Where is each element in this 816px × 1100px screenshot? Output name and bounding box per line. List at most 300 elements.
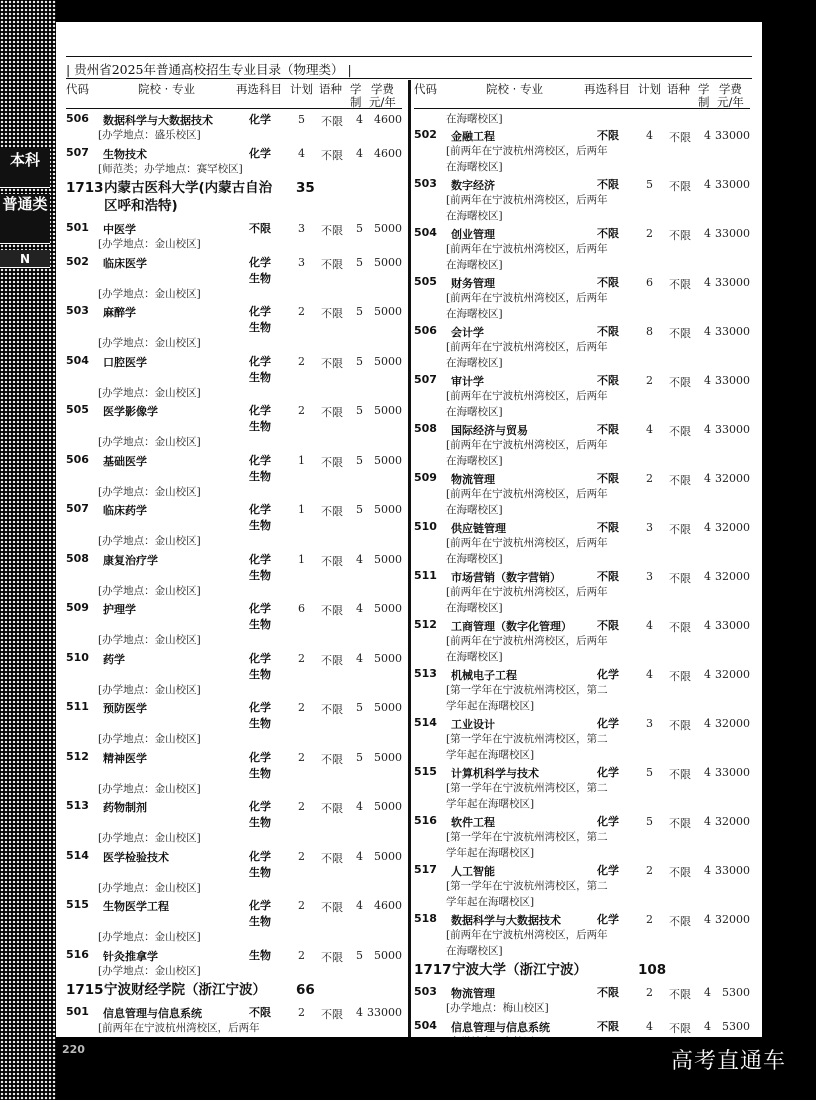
study-years: 4: [356, 552, 363, 566]
language-requirement: 不限: [669, 1021, 691, 1035]
study-years: 4: [356, 602, 363, 615]
major-code: 507: [66, 145, 89, 159]
required-subjects: 化学 生物: [249, 552, 271, 582]
study-years: 4: [704, 668, 711, 681]
tuition-fee: 32000: [715, 668, 750, 681]
campus-note: [前两年在宁波杭州湾校区，后两年 在海曙校区]: [446, 243, 608, 271]
fee-header: 学费 元/年: [369, 82, 396, 109]
enrollment-plan: 2: [298, 404, 305, 417]
enrollment-plan: 8: [646, 325, 653, 338]
campus-note: [办学地点：金山校区]: [98, 931, 201, 943]
major-code: 506: [66, 452, 89, 466]
university-code: 1713: [66, 180, 104, 196]
campus-note: [办学地点：金山校区]: [98, 733, 201, 745]
campus-note: [第一学年在宁波杭州湾校区，第二 学年起在海曙校区]: [446, 782, 608, 810]
major-code: 504: [414, 1018, 437, 1032]
tuition-fee: 33000: [715, 864, 750, 877]
major-code: 515: [66, 898, 89, 911]
major-code: 514: [414, 716, 437, 729]
required-subjects: 化学 生物: [249, 800, 271, 829]
language-requirement: 不限: [321, 406, 343, 419]
major-code: 509: [66, 601, 89, 614]
required-subjects: 不限: [597, 325, 619, 338]
study-years: 4: [704, 472, 711, 485]
code-header: 代码: [66, 82, 89, 96]
language-requirement: 不限: [669, 768, 691, 781]
university-row: [66, 179, 402, 219]
language-requirement: 不限: [321, 653, 343, 667]
campus-note: [办学地点：金山校区]: [98, 386, 201, 399]
study-years: 4: [704, 423, 711, 436]
major-code: 511: [66, 700, 89, 713]
major-name: 计算机科学与技术: [451, 767, 539, 780]
major-row: [414, 226, 750, 275]
continuation-note: 在海曙校区]: [446, 113, 503, 125]
major-code: 507: [66, 502, 89, 515]
major-row: [66, 552, 402, 602]
major-code: 504: [414, 226, 437, 239]
page-header: [66, 60, 352, 78]
language-requirement: 不限: [669, 376, 691, 389]
enrollment-plan: 4: [646, 423, 653, 436]
enrollment-plan: 4: [646, 668, 653, 681]
major-code: 505: [66, 403, 89, 416]
major-code: 518: [414, 912, 437, 925]
enrollment-plan: 2: [298, 1006, 305, 1019]
major-header: 院校 · 专业: [138, 82, 195, 96]
language-requirement: 不限: [669, 572, 691, 585]
major-row: [66, 799, 402, 849]
enrollment-plan: 2: [298, 651, 305, 665]
major-name: 机械电子工程: [451, 669, 517, 682]
enrollment-plan: 5: [646, 178, 653, 191]
major-code: 516: [414, 814, 437, 827]
campus-note: [办学地点：金山校区]: [98, 881, 201, 894]
tuition-fee: 32000: [715, 472, 750, 485]
campus-note: [前两年在宁波杭州湾校区，后两年 在海曙校区]: [446, 292, 608, 320]
column-divider: [408, 80, 411, 1037]
language-requirement: 不限: [321, 851, 343, 865]
major-name: 财务管理: [451, 277, 495, 290]
campus-note: [第一学年在宁波杭州湾校区，第二 学年起在海曙校区]: [446, 831, 608, 859]
tuition-fee: 5000: [374, 602, 402, 615]
tuition-fee: 5000: [374, 503, 402, 516]
university-row: [66, 981, 402, 1003]
study-years: 5: [356, 222, 363, 235]
enrollment-plan: 4: [646, 129, 653, 142]
tuition-fee: 5000: [374, 849, 402, 863]
major-row: [66, 146, 402, 180]
enrollment-plan: 2: [298, 800, 305, 813]
enrollment-plan: 6: [646, 276, 653, 289]
language-requirement: 不限: [669, 817, 691, 830]
campus-note: [前两年在宁波杭州湾校区，后两年 在海曙校区]: [446, 194, 608, 222]
header-bar-right: |: [343, 62, 352, 77]
study-years: 4: [704, 864, 711, 877]
campus-note: [办学地点：金山校区]: [98, 436, 201, 448]
language-requirement: 不限: [321, 356, 343, 370]
major-code: 508: [66, 551, 89, 565]
language-requirement: 不限: [321, 307, 343, 320]
continuation-note-row: [414, 112, 750, 128]
required-subjects: 不限: [597, 570, 619, 583]
study-years: 4: [704, 766, 711, 779]
campus-note: [办学地点：金山校区]: [98, 683, 201, 696]
major-name: 数据科学与大数据技术: [451, 914, 561, 927]
major-name: 临床药学: [103, 504, 147, 517]
tuition-fee: 5000: [374, 750, 402, 764]
study-years: 5: [356, 354, 363, 368]
fee-header: 学费 元/年: [717, 82, 744, 109]
major-row: [66, 898, 402, 948]
language-requirement: 不限: [321, 505, 343, 518]
study-years: 5: [356, 305, 363, 318]
right-column: [414, 80, 750, 1035]
required-subjects: 化学 生物: [249, 453, 271, 483]
major-code: 503: [414, 985, 437, 998]
study-years: 4: [356, 146, 363, 160]
language-requirement: 不限: [321, 901, 343, 914]
campus-note: [前两年在宁波杭州湾校区，后两年 在海曙校区]: [446, 488, 608, 516]
enrollment-plan: 2: [298, 354, 305, 368]
major-row: [414, 912, 750, 961]
enrollment-plan: 3: [646, 570, 653, 583]
major-name: 生物技术: [103, 147, 147, 161]
study-years: 5: [356, 453, 363, 467]
enrollment-plan: 4: [646, 619, 653, 632]
plan-header: 计划: [290, 82, 313, 96]
major-row: [414, 667, 750, 716]
tuition-fee: 33000: [715, 276, 750, 289]
required-subjects: 不限: [597, 276, 619, 289]
campus-note: [前两年在宁波杭州湾校区，后两年 在海曙校区]: [446, 586, 608, 614]
required-subjects: 化学: [597, 668, 619, 681]
university-total: 35: [296, 180, 315, 196]
campus-note: [师范类；办学地点：赛罕校区]: [98, 162, 243, 175]
study-years: 4: [356, 849, 363, 863]
language-requirement: 不限: [321, 224, 343, 237]
major-code: 509: [414, 471, 437, 484]
study-years: 4: [356, 113, 363, 126]
major-code: 505: [414, 275, 437, 288]
tuition-fee: 33000: [715, 374, 750, 387]
major-code: 515: [414, 765, 437, 778]
study-years: 5: [356, 701, 363, 714]
campus-note: [前两年在宁波杭州湾校区，后两年: [98, 1022, 260, 1034]
major-code: 508: [414, 422, 437, 435]
tuition-fee: 33000: [715, 766, 750, 779]
enrollment-plan: 4: [646, 1019, 653, 1033]
required-subjects: 不限: [597, 472, 619, 485]
language-requirement: 不限: [669, 425, 691, 438]
language-requirement: 不限: [669, 229, 691, 242]
campus-note: [前两年在宁波杭州湾校区，后两年 在海曙校区]: [446, 439, 608, 467]
enrollment-plan: 2: [646, 227, 653, 240]
study-years: 4: [704, 325, 711, 338]
tuition-fee: 5000: [374, 255, 402, 269]
required-subjects: 不限: [597, 986, 619, 999]
tuition-fee: 5000: [374, 552, 402, 566]
major-name: 康复治疗学: [103, 553, 158, 567]
language-requirement: 不限: [669, 180, 691, 193]
major-name: 物流管理: [451, 987, 495, 1000]
major-code: 517: [414, 863, 437, 876]
lang-header: 语种: [667, 82, 690, 96]
campus-note: [办学地点：金山校区]: [98, 337, 201, 349]
language-requirement: 不限: [321, 1008, 343, 1021]
page-number: 220: [62, 1043, 85, 1056]
language-requirement: 不限: [669, 327, 691, 340]
language-requirement: 不限: [669, 719, 691, 732]
study-years: 4: [704, 986, 711, 999]
campus-note: [前两年在宁波杭州湾校区，后两年 在海曙校区]: [446, 537, 608, 565]
language-requirement: 不限: [669, 523, 691, 536]
header-title: 贵州省2025年普通高校招生专业目录（物理类）: [74, 62, 344, 77]
tuition-fee: 5000: [374, 651, 402, 665]
required-subjects: 不限: [597, 619, 619, 632]
tuition-fee: 32000: [715, 913, 750, 926]
major-name: 市场营销（数字营销）: [451, 571, 561, 584]
major-name: 会计学: [451, 326, 484, 339]
required-subjects: 化学 生物: [249, 404, 271, 433]
study-years: 4: [356, 651, 363, 665]
study-years: 4: [704, 227, 711, 240]
left-column: [66, 80, 402, 1034]
campus-note: [办学地点：梅山校区]: [446, 1002, 549, 1014]
major-name: 医学影像学: [103, 405, 158, 418]
language-requirement: 不限: [321, 148, 343, 162]
major-name: 基础医学: [103, 454, 147, 468]
major-row: [414, 177, 750, 226]
campus-note: [前两年在宁波杭州湾校区，后两年 在海曙校区]: [446, 341, 608, 369]
enrollment-plan: 2: [298, 849, 305, 863]
campus-note: [办学地点：金山校区]: [98, 782, 201, 795]
language-requirement: 不限: [321, 115, 343, 128]
tuition-fee: 33000: [715, 423, 750, 436]
major-row: [414, 716, 750, 765]
required-subjects: 化学: [597, 717, 619, 730]
enrollment-plan: 3: [298, 222, 305, 235]
major-row: [66, 112, 402, 146]
language-requirement: 不限: [321, 455, 343, 469]
campus-note: [办学地点：金山校区]: [98, 238, 201, 250]
enrollment-plan: 5: [646, 766, 653, 779]
major-row: [414, 520, 750, 569]
enrollment-plan: 2: [298, 899, 305, 912]
campus-note: [前两年在宁波杭州湾校区，后两年 在海曙校区]: [446, 145, 608, 173]
study-years: 5: [356, 404, 363, 417]
tuition-fee: 33000: [715, 178, 750, 191]
campus-note: [前两年在宁波杭州湾校区，后两年 在海曙校区]: [446, 390, 608, 418]
study-years: 4: [704, 913, 711, 926]
header-rule-top: [66, 56, 752, 57]
major-name: 数字经济: [451, 179, 495, 192]
major-code: 503: [414, 177, 437, 190]
years-header: 学 制: [350, 82, 362, 109]
tuition-fee: 5000: [374, 305, 402, 318]
tuition-fee: 5000: [374, 404, 402, 417]
language-requirement: 不限: [321, 703, 343, 716]
enrollment-plan: 2: [298, 305, 305, 318]
major-name: 审计学: [451, 375, 484, 388]
tuition-fee: 5000: [374, 453, 402, 467]
campus-note: [第一学年在宁波杭州湾校区，第二 学年起在海曙校区]: [446, 733, 608, 761]
language-requirement: 不限: [669, 915, 691, 928]
enrollment-plan: 2: [298, 750, 305, 764]
enrollment-plan: 2: [298, 701, 305, 714]
tuition-fee: 5000: [374, 354, 402, 368]
study-years: 5: [356, 503, 363, 516]
required-subjects: 化学 生物: [249, 701, 271, 730]
enrollment-plan: 2: [646, 864, 653, 877]
lang-header: 语种: [319, 82, 342, 96]
major-code: 512: [66, 749, 89, 763]
language-requirement: 不限: [669, 988, 691, 1001]
enrollment-plan: 3: [646, 717, 653, 730]
tuition-fee: 32000: [715, 815, 750, 828]
major-row: [414, 471, 750, 520]
major-name: 中医学: [103, 223, 136, 236]
major-row: [414, 814, 750, 863]
major-name: 数据科学与大数据技术: [103, 114, 213, 127]
required-subjects: 不限: [597, 178, 619, 191]
side-tab-putonglei: 普通类: [0, 194, 50, 244]
major-code: 501: [66, 1005, 89, 1018]
study-years: 4: [704, 717, 711, 730]
plan-header: 计划: [638, 82, 661, 96]
major-name: 国际经济与贸易: [451, 424, 528, 437]
study-years: 4: [704, 815, 711, 828]
university-code: 1717: [414, 962, 452, 978]
major-name: 信息管理与信息系统: [103, 1007, 202, 1020]
required-subjects: 化学 生物: [249, 899, 271, 928]
campus-note: [办学地点：金山校区]: [98, 634, 201, 646]
enrollment-plan: 2: [646, 374, 653, 387]
column-header-rule: [66, 108, 402, 109]
campus-note: [446, 1035, 538, 1038]
study-years: 4: [704, 374, 711, 387]
university-name: 内蒙古医科大学(内蒙古自治 区呼和浩特): [104, 180, 273, 214]
required-subjects: 化学 生物: [249, 305, 271, 334]
tuition-fee: 4600: [374, 146, 402, 160]
study-years: 4: [356, 899, 363, 912]
major-row: [66, 948, 402, 982]
subject-header: 再选科目: [584, 82, 630, 96]
major-code: 510: [414, 520, 437, 533]
tuition-fee: 5000: [374, 701, 402, 714]
enrollment-plan: 2: [646, 913, 653, 926]
side-tab-n: N: [0, 250, 50, 268]
required-subjects: 化学 生物: [249, 602, 271, 631]
column-header-rule: [414, 108, 750, 109]
major-code: 506: [66, 112, 89, 125]
study-years: 4: [356, 1006, 363, 1019]
language-requirement: 不限: [669, 621, 691, 634]
major-code: 504: [66, 353, 89, 367]
code-header: 代码: [414, 82, 437, 96]
tuition-fee: 33000: [715, 129, 750, 142]
campus-note: [办学地点：金山校区]: [98, 832, 201, 844]
required-subjects: 不限: [249, 1006, 271, 1019]
major-row: [66, 1005, 402, 1037]
major-name: 临床医学: [103, 256, 147, 270]
required-subjects: 化学 生物: [249, 849, 271, 879]
tuition-fee: 4600: [374, 113, 402, 126]
major-row: [66, 651, 402, 701]
study-years: 4: [704, 276, 711, 289]
enrollment-plan: 2: [298, 948, 305, 962]
major-code: 511: [414, 569, 437, 582]
major-name: 医学检验技术: [103, 850, 169, 864]
major-row: [414, 985, 750, 1019]
required-subjects: 不限: [597, 129, 619, 142]
tuition-fee: 33000: [715, 619, 750, 632]
side-tab-benke: 本科: [0, 148, 50, 188]
major-row: [66, 849, 402, 899]
study-years: 4: [356, 800, 363, 813]
tuition-fee: 5300: [722, 986, 750, 999]
required-subjects: 不限: [597, 521, 619, 534]
tuition-fee: 33000: [715, 325, 750, 338]
header-bar-left: |: [66, 62, 75, 77]
language-requirement: 不限: [669, 474, 691, 487]
enrollment-plan: 5: [646, 815, 653, 828]
tuition-fee: 32000: [715, 570, 750, 583]
required-subjects: 化学: [597, 815, 619, 828]
tuition-fee: 32000: [715, 717, 750, 730]
study-years: 4: [704, 619, 711, 632]
required-subjects: 不限: [249, 222, 271, 235]
subject-header: 再选科目: [236, 82, 282, 96]
enrollment-plan: 2: [646, 472, 653, 485]
major-name: 药学: [103, 652, 125, 666]
tuition-fee: 5000: [374, 948, 402, 962]
required-subjects: 化学: [597, 864, 619, 877]
major-name: 精神医学: [103, 751, 147, 765]
tuition-fee: 32000: [715, 521, 750, 534]
major-row: [414, 275, 750, 324]
years-header: 学 制: [698, 82, 710, 109]
major-name: 工业设计: [451, 718, 495, 731]
major-name: 物流管理: [451, 473, 495, 486]
major-row: [414, 373, 750, 422]
major-code: 501: [66, 221, 89, 234]
campus-note: [办学地点：金山校区]: [98, 485, 201, 498]
enrollment-plan: 1: [298, 552, 305, 566]
required-subjects: 不限: [597, 423, 619, 436]
required-subjects: 化学 生物: [249, 255, 271, 285]
language-requirement: 不限: [321, 950, 343, 964]
major-name: 预防医学: [103, 702, 147, 715]
major-name: 生物医学工程: [103, 900, 169, 913]
required-subjects: 不限: [597, 374, 619, 387]
language-requirement: 不限: [321, 257, 343, 271]
university-row: [414, 961, 750, 983]
major-row: [66, 221, 402, 255]
major-row: [66, 453, 402, 503]
major-code: 507: [414, 373, 437, 386]
campus-note: [办学地点：金山校区]: [98, 964, 201, 977]
major-code: 516: [66, 947, 89, 961]
language-requirement: 不限: [669, 278, 691, 291]
required-subjects: 化学 生物: [249, 651, 271, 681]
study-years: 4: [704, 129, 711, 142]
major-row: [414, 569, 750, 618]
language-requirement: 不限: [321, 802, 343, 815]
campus-note: [第一学年在宁波杭州湾校区，第二 学年起在海曙校区]: [446, 684, 608, 712]
required-subjects: 不限: [597, 227, 619, 240]
enrollment-plan: 3: [646, 521, 653, 534]
